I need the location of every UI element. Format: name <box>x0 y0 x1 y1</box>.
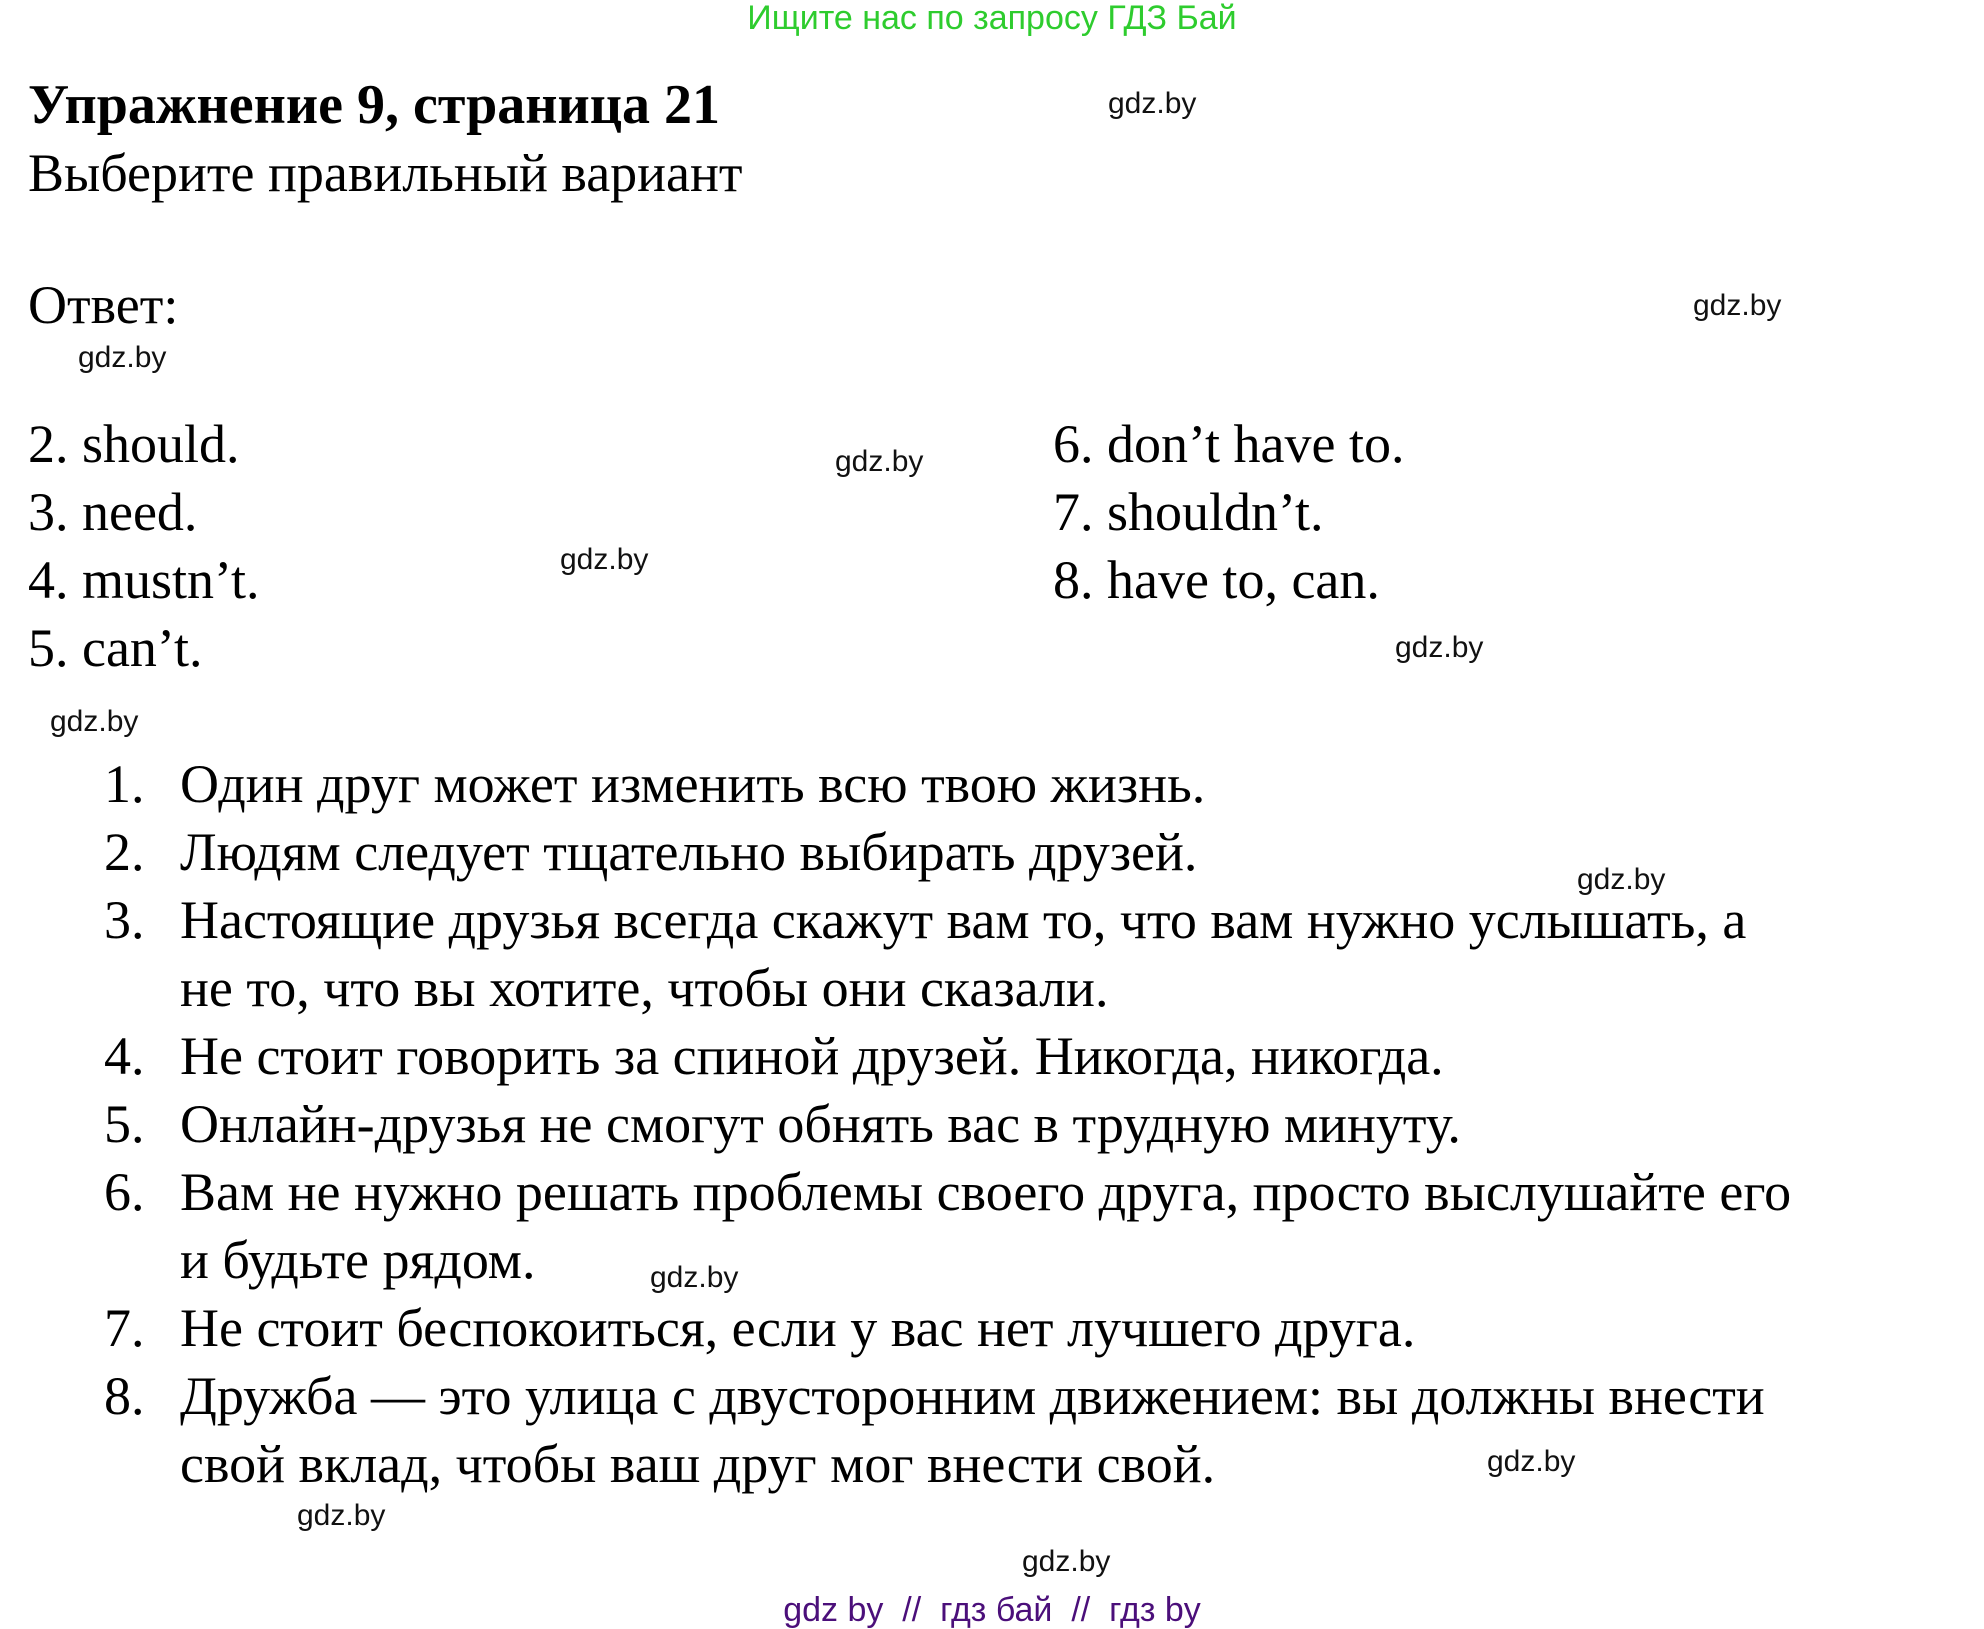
list-number: 5. <box>104 1094 145 1154</box>
answer-item: 5. can’t. <box>28 618 203 678</box>
list-item: Вам не нужно решать проблемы своего друга, просто выслушайте его <box>180 1162 1792 1222</box>
watermark: gdz.by <box>78 341 167 374</box>
watermark: gdz.by <box>560 543 649 576</box>
answer-item: 6. don’t have to. <box>1053 414 1405 474</box>
list-item: Не стоит говорить за спиной друзей. Никогда, никогда. <box>180 1026 1444 1086</box>
watermark: gdz.by <box>1108 87 1197 120</box>
list-number: 7. <box>104 1298 145 1358</box>
task-instruction: Выберите правильный вариант <box>28 143 743 203</box>
footer-links: gdz by // гдз бай // гдз by <box>783 1591 1201 1629</box>
list-item-continuation: свой вклад, чтобы ваш друг мог внести свой. <box>180 1434 1216 1494</box>
list-item: Не стоит беспокоиться, если у вас нет лучшего друга. <box>180 1298 1416 1358</box>
watermark: gdz.by <box>297 1499 386 1532</box>
answer-item: 7. shouldn’t. <box>1053 482 1324 542</box>
answer-item: 4. mustn’t. <box>28 550 260 610</box>
watermark: gdz.by <box>650 1261 739 1294</box>
list-item: Людям следует тщательно выбирать друзей. <box>180 822 1198 882</box>
answer-item: 3. need. <box>28 482 198 542</box>
watermark: gdz.by <box>1022 1545 1111 1578</box>
watermark: gdz.by <box>835 445 924 478</box>
search-hint-banner: Ищите нас по запросу ГДЗ Бай <box>747 0 1237 37</box>
list-item: Онлайн-друзья не смогут обнять вас в трудную минуту. <box>180 1094 1461 1154</box>
list-item-continuation: и будьте рядом. <box>180 1230 536 1290</box>
answer-item: 8. have to, can. <box>1053 550 1380 610</box>
watermark: gdz.by <box>1487 1445 1576 1478</box>
page-title: Упражнение 9, страница 21 <box>28 74 721 136</box>
list-number: 6. <box>104 1162 145 1222</box>
list-number: 8. <box>104 1366 145 1426</box>
list-item: Дружба — это улица с двусторонним движением: вы должны внести <box>180 1366 1765 1426</box>
list-item-continuation: не то, что вы хотите, чтобы они сказали. <box>180 958 1109 1018</box>
watermark: gdz.by <box>1693 289 1782 322</box>
list-item: Один друг может изменить всю твою жизнь. <box>180 754 1206 814</box>
list-number: 1. <box>104 754 145 814</box>
answer-label: Ответ: <box>28 275 179 335</box>
watermark: gdz.by <box>1395 631 1484 664</box>
watermark: gdz.by <box>1577 863 1666 896</box>
list-number: 2. <box>104 822 145 882</box>
list-item: Настоящие друзья всегда скажут вам то, что вам нужно услышать, а <box>180 890 1747 950</box>
list-number: 4. <box>104 1026 145 1086</box>
list-number: 3. <box>104 890 145 950</box>
answer-item: 2. should. <box>28 414 240 474</box>
watermark: gdz.by <box>50 705 139 738</box>
